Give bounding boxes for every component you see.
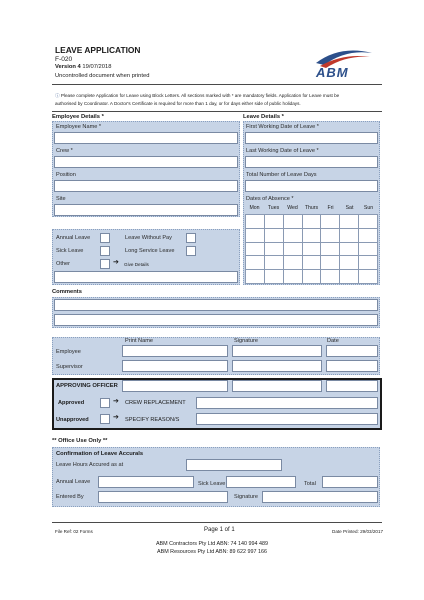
calendar-cell[interactable]: [264, 215, 283, 229]
approver-signature-field[interactable]: [232, 380, 322, 392]
calendar-cell[interactable]: [283, 256, 302, 270]
version-date: 19/07/2018: [82, 64, 112, 70]
employee-details-heading: Employee Details *: [52, 114, 104, 120]
calendar-cell[interactable]: [264, 256, 283, 270]
calendar-cell[interactable]: [264, 242, 283, 256]
crew-replacement-field[interactable]: [196, 397, 378, 409]
annual-leave-label: Annual Leave: [56, 235, 91, 241]
first-day-field[interactable]: [245, 132, 378, 144]
calendar-cell[interactable]: [359, 256, 378, 270]
instructions-line-1: [55, 93, 385, 99]
arrow-icon: ➔: [113, 259, 119, 266]
entered-by-field[interactable]: [98, 491, 228, 503]
approved-arrow-icon: ➔: [113, 398, 119, 405]
other-label: Other: [56, 261, 70, 267]
comments-heading: Comments: [52, 289, 82, 295]
supervisor-signature-field[interactable]: [232, 360, 322, 372]
print-name-header: Print Name: [125, 338, 153, 344]
form-title: LEAVE APPLICATION: [55, 45, 141, 55]
calendar-cell[interactable]: [246, 270, 265, 284]
day-sun: Sun: [363, 205, 374, 211]
entered-by-label: Entered By: [56, 494, 84, 500]
leave-details-heading: Leave Details *: [243, 114, 284, 120]
calendar-cell[interactable]: [302, 228, 321, 242]
crew-label: Crew *: [56, 148, 73, 154]
calendar-cell[interactable]: [246, 256, 265, 270]
calendar-cell[interactable]: [359, 228, 378, 242]
calendar-cell[interactable]: [340, 270, 359, 284]
calendar-cell[interactable]: [321, 256, 340, 270]
calendar-cell[interactable]: [359, 270, 378, 284]
approver-print-name-field[interactable]: [122, 380, 228, 392]
company-line-2: ABM Resources Pty Ltd ABN: 89 622 997 166: [157, 549, 267, 555]
calendar-cell[interactable]: [340, 228, 359, 242]
sick-accural-label: Sick Leave: [198, 481, 226, 487]
calendar-cell[interactable]: [264, 228, 283, 242]
info-icon: ⓘ: [55, 93, 60, 98]
unapproved-checkbox[interactable]: [100, 414, 110, 424]
give-details-label: Give Details: [124, 262, 149, 267]
sick-leave-checkbox[interactable]: [100, 246, 110, 256]
instructions-divider: [52, 111, 382, 112]
position-field[interactable]: [54, 180, 238, 192]
calendar-cell[interactable]: [302, 256, 321, 270]
comments-field-2[interactable]: [54, 314, 378, 326]
header-divider: [52, 84, 382, 85]
specify-reasons-label: SPECIFY REASON/S: [125, 417, 180, 423]
supervisor-date-field[interactable]: [326, 360, 378, 372]
comments-field-1[interactable]: [54, 299, 378, 311]
instructions-text-1: Please complete Application for Leave using Block Letters. All sections marked with * are mandatory fields. Application for Leave must be: [60, 93, 340, 98]
calendar-cell[interactable]: [321, 215, 340, 229]
day-mon: Mon: [249, 205, 260, 211]
sick-leave-label: Sick Leave: [56, 248, 84, 254]
total-days-field[interactable]: [245, 180, 378, 192]
confirmation-label: Confirmation of Leave Accurals: [56, 451, 144, 457]
version-line: [55, 64, 111, 70]
total-accural-label: Total: [304, 481, 316, 487]
calendar-cell[interactable]: [302, 215, 321, 229]
calendar-cell[interactable]: [321, 270, 340, 284]
page-number: Page 1 of 1: [204, 527, 235, 533]
annual-accural-label: Annual Leave: [56, 479, 91, 485]
calendar-cell[interactable]: [246, 242, 265, 256]
specify-reasons-field[interactable]: [196, 413, 378, 425]
last-day-field[interactable]: [245, 156, 378, 168]
long-service-checkbox[interactable]: [186, 246, 196, 256]
instructions-line-2: authorised by Coordinator. A Doctor's Certificate is required for more than 1 day, or for days either side of public holidays.: [55, 101, 301, 106]
calendar-cell[interactable]: [302, 242, 321, 256]
company-line-1: ABM Contractors Pty Ltd ABN: 74 140 994 489: [155, 541, 269, 547]
signature-header: Signature: [234, 338, 258, 344]
calendar-cell[interactable]: [264, 270, 283, 284]
calendar-cell[interactable]: [340, 242, 359, 256]
calendar-cell[interactable]: [246, 215, 265, 229]
employee-print-name-field[interactable]: [122, 345, 228, 357]
last-day-label: Last Working Date of Leave *: [246, 148, 319, 154]
calendar-cell[interactable]: [283, 228, 302, 242]
approved-label: Approved: [58, 400, 85, 406]
hours-accured-label: Leave Hours Accured as at: [56, 462, 124, 468]
unapproved-arrow-icon: ➔: [113, 414, 119, 421]
office-use-heading: ** Office Use Only **: [52, 438, 108, 444]
without-pay-checkbox[interactable]: [186, 233, 196, 243]
logo-text: ABM: [316, 65, 349, 80]
approved-checkbox[interactable]: [100, 398, 110, 408]
supervisor-row-label: Supervisor: [56, 364, 83, 370]
abm-logo: [310, 43, 382, 83]
hours-accured-field[interactable]: [186, 459, 282, 471]
day-fri: Fri: [327, 205, 334, 211]
day-wed: Wed: [287, 205, 298, 211]
calendar-cell[interactable]: [359, 242, 378, 256]
day-sat: Sat: [345, 205, 354, 211]
calendar-cell[interactable]: [321, 228, 340, 242]
approver-date-field[interactable]: [326, 380, 378, 392]
day-headers: [245, 205, 378, 211]
employee-date-field[interactable]: [326, 345, 378, 357]
site-field[interactable]: [54, 204, 238, 216]
calendar-cell[interactable]: [246, 228, 265, 242]
calendar-cell[interactable]: [283, 242, 302, 256]
employee-signature-field[interactable]: [232, 345, 322, 357]
day-thu: Thurs: [304, 205, 319, 211]
office-signature-label: Signature: [234, 494, 258, 500]
supervisor-print-name-field[interactable]: [122, 360, 228, 372]
crew-field[interactable]: [54, 156, 238, 168]
annual-leave-checkbox[interactable]: [100, 233, 110, 243]
without-pay-label: Leave Without Pay: [125, 235, 172, 241]
calendar-cell[interactable]: [283, 215, 302, 229]
absence-calendar: [245, 214, 378, 284]
calendar-cell[interactable]: [321, 242, 340, 256]
approving-officer-label: APPROVING OFFICER: [56, 383, 118, 389]
other-details-field[interactable]: [54, 271, 238, 283]
dates-absence-label: Dates of Absence *: [246, 196, 294, 202]
first-day-label: First Working Date of Leave *: [246, 124, 319, 130]
version-label: Version 4: [55, 64, 81, 70]
total-accural-field[interactable]: [322, 476, 378, 488]
total-days-label: Total Number of Leave Days: [246, 172, 317, 178]
uncontrolled-note: Uncontrolled document when printed: [55, 73, 150, 79]
calendar-cell[interactable]: [302, 270, 321, 284]
calendar-cell[interactable]: [340, 256, 359, 270]
annual-accural-field[interactable]: [98, 476, 194, 488]
file-ref: File Ref: 02 Forms: [55, 529, 93, 534]
office-signature-field[interactable]: [262, 491, 378, 503]
date-printed: Date Printed: 29/03/2017: [332, 529, 384, 534]
crew-replacement-label: CREW REPLACEMENT: [125, 400, 186, 406]
unapproved-label: Unapproved: [56, 417, 89, 423]
sick-accural-field[interactable]: [226, 476, 296, 488]
position-label: Position: [56, 172, 76, 178]
long-service-label: Long Service Leave: [125, 248, 175, 254]
footer-divider: [52, 522, 382, 523]
employee-name-label: Employee Name *: [56, 124, 102, 130]
site-label: Site: [56, 196, 66, 202]
other-checkbox[interactable]: [100, 259, 110, 269]
form-code: F-020: [55, 56, 73, 63]
date-header: Date: [327, 338, 339, 344]
calendar-cell[interactable]: [283, 270, 302, 284]
day-tue: Tues: [267, 205, 280, 211]
employee-row-label: Employee: [56, 349, 81, 355]
employee-name-field[interactable]: [54, 132, 238, 144]
calendar-cell[interactable]: [340, 215, 359, 229]
calendar-cell[interactable]: [359, 215, 378, 229]
